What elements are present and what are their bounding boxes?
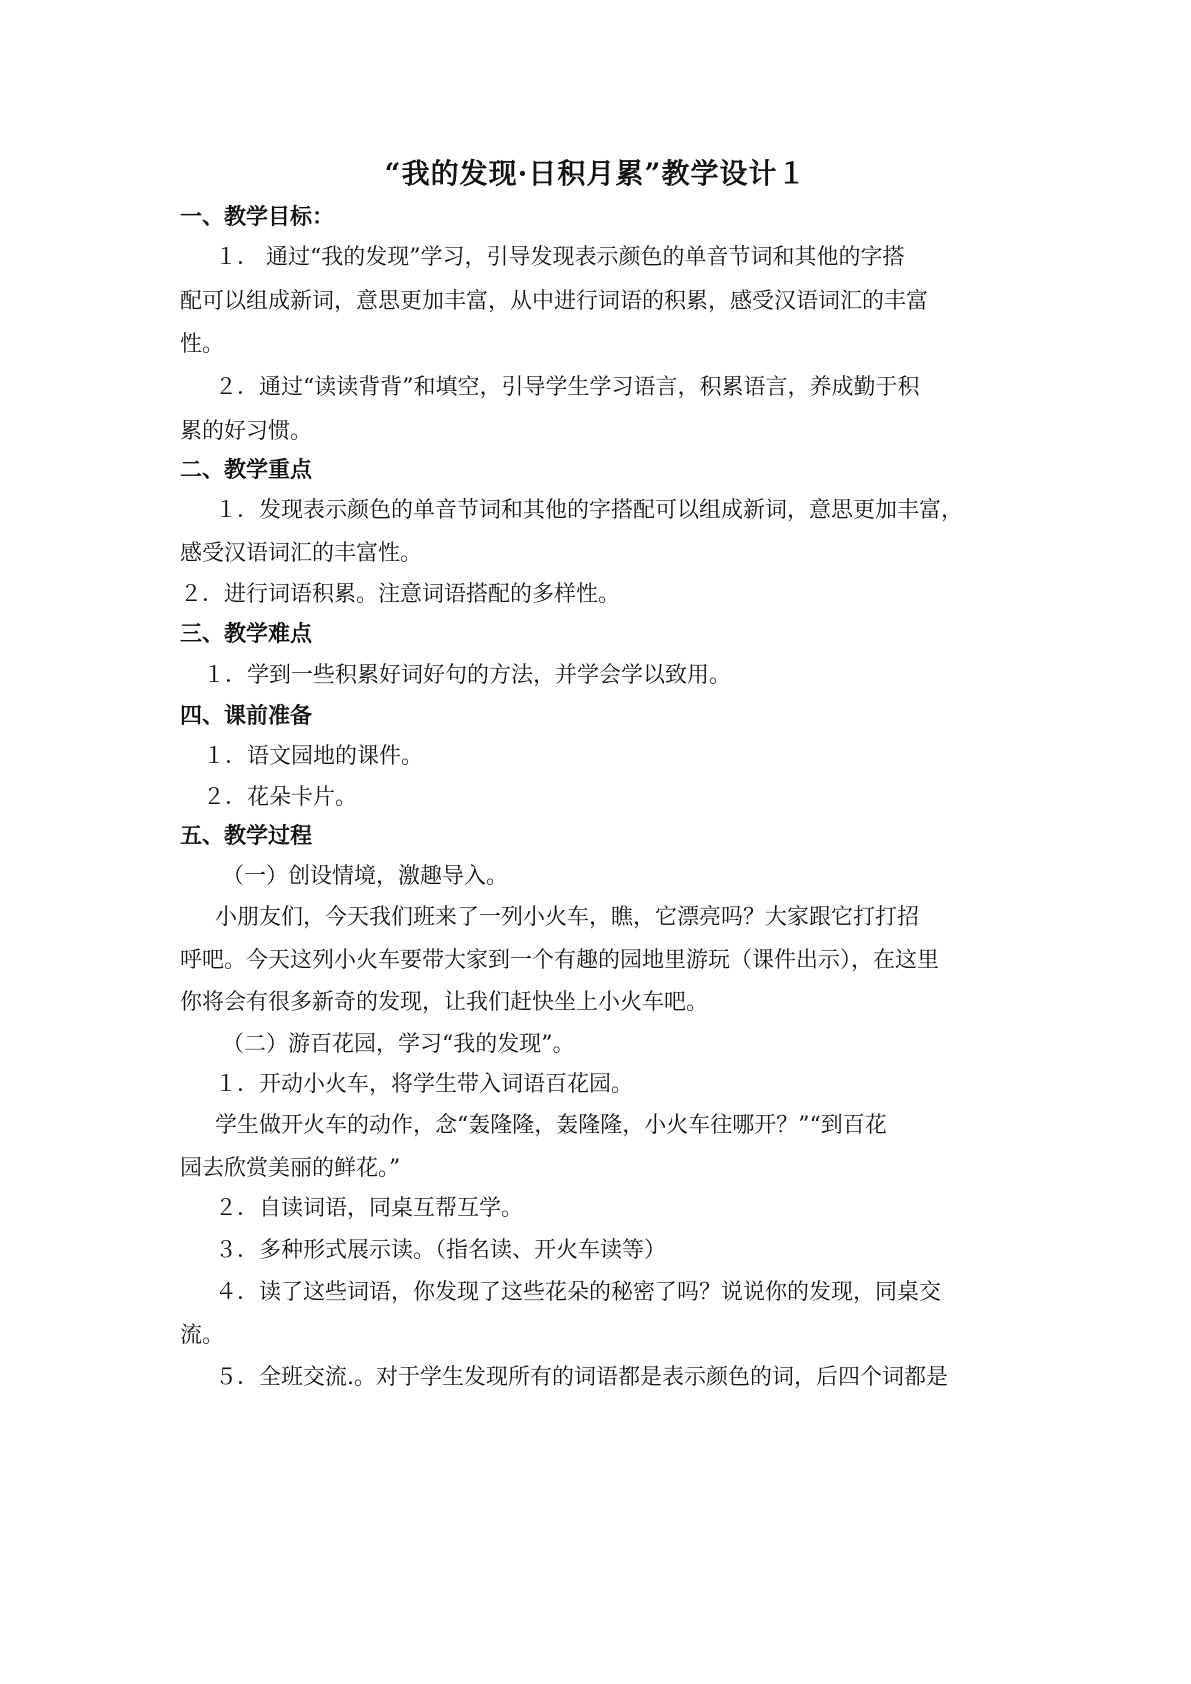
paragraph-line: 感受汉语词汇的丰富性。: [180, 541, 423, 566]
paragraph-line: 配可以组成新词，意思更加丰富，从中进行词语的积累，感受汉语词汇的丰富: [180, 289, 929, 314]
paragraph-line: 性。: [180, 332, 225, 357]
paragraph-line: １．语文园地的课件。: [203, 744, 424, 769]
paragraph-line: 园去欣赏美丽的鲜花。”: [180, 1156, 401, 1181]
paragraph-line: 你将会有很多新奇的发现，让我们赶快坐上小火车吧。: [180, 990, 709, 1015]
paragraph-line: 学生做开火车的动作，念“轰隆隆，轰隆隆，小火车往哪开？”“到百花: [215, 1113, 887, 1138]
paragraph-line: 流。: [180, 1323, 225, 1348]
paragraph-line: 呼吧。今天这列小火车要带大家到一个有趣的园地里游玩（课件出示），在这里: [180, 948, 940, 973]
paragraph-line: 小朋友们，今天我们班来了一列小火车，瞧，它漂亮吗？大家跟它打打招: [215, 905, 920, 930]
paragraph-line: １． 通过“我的发现”学习，引导发现表示颜色的单音节词和其他的字搭: [215, 245, 905, 270]
paragraph-line: ３．多种形式展示读。（指名读、开火车读等）: [215, 1238, 667, 1263]
paragraph-line: 累的好习惯。: [180, 419, 313, 444]
paragraph-line: ２．通过“读读背背”和填空，引导学生学习语言，积累语言，养成勤于积: [215, 375, 920, 400]
paragraph-line: １．开动小火车，将学生带入词语百花园。: [215, 1072, 634, 1097]
paragraph-line: （一）创设情境，激趣导入。: [222, 864, 509, 889]
paragraph-line: ２．自读词语，同桌互帮互学。: [215, 1196, 524, 1221]
section-heading-difficulties: 三、教学难点: [180, 622, 313, 647]
section-heading-process: 五、教学过程: [180, 824, 313, 849]
paragraph-line: ２．进行词语积累。注意词语搭配的多样性。: [180, 582, 621, 607]
paragraph-line: １．发现表示颜色的单音节词和其他的字搭配可以组成新词，意思更加丰富，: [215, 498, 964, 523]
paragraph-line: ４．读了这些词语，你发现了这些花朵的秘密了吗？说说你的发现，同桌交: [215, 1280, 942, 1305]
paragraph-line: （二）游百花园，学习“我的发现”。: [222, 1032, 575, 1057]
section-heading-preparation: 四、课前准备: [180, 704, 313, 729]
section-heading-key-points: 二、教学重点: [180, 458, 313, 483]
document-title: “我的发现·日积月累”教学设计１: [384, 157, 807, 190]
paragraph-line: ２．花朵卡片。: [203, 785, 358, 810]
paragraph-line: ５．全班交流.。对于学生发现所有的词语都是表示颜色的词，后四个词都是: [215, 1365, 948, 1390]
paragraph-line: １．学到一些积累好词好句的方法，并学会学以致用。: [203, 663, 732, 688]
section-heading-goals: 一、教学目标：: [180, 205, 335, 230]
